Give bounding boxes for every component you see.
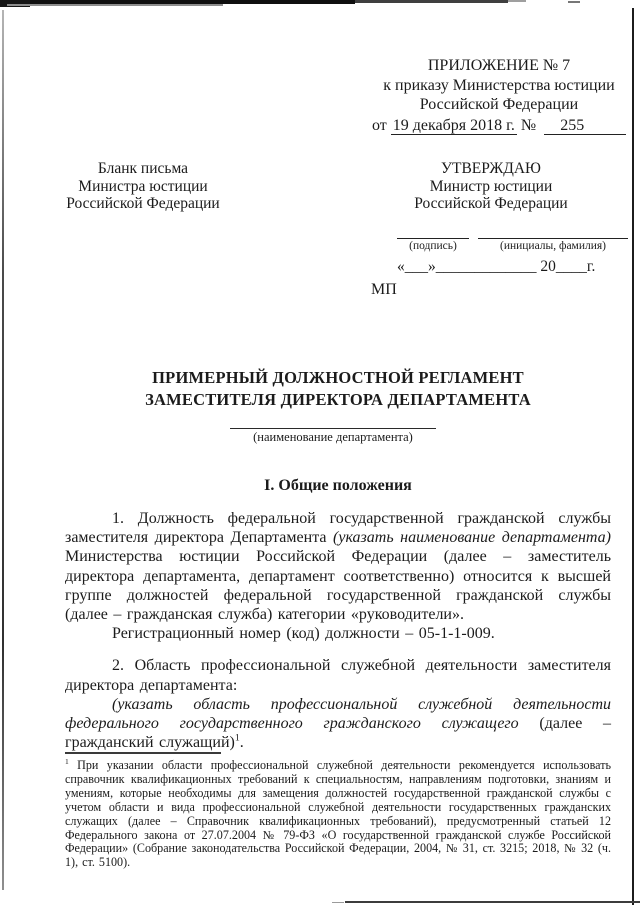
appendix-rf-line: Российской Федерации <box>419 96 579 113</box>
appendix-date-line <box>372 116 626 136</box>
paragraph-1-rest: Министерства юстиции Российской Федерации (далее – заместитель директора департамента, департамент соответственно) относится к высшей группе должностей федеральной государственной гражданской службы (далее – гражданская служба) категории «руководители». <box>65 548 611 624</box>
document-title-line1: ПРИМЕРНЫЙ ДОЛЖНОСТНОЙ РЕГЛАМЕНТ <box>152 368 524 387</box>
letterhead-line: Бланк письма <box>97 160 189 177</box>
date-prefix: от <box>372 116 387 134</box>
section-heading: I. Общие положения <box>264 477 412 494</box>
scan-top-edge-ext <box>355 0 508 3</box>
signature-date-blank: «___»_____________ 20____г. <box>397 258 596 275</box>
paragraph-2: 2. Область профессиональной служебной деятельности заместителя директора департамента: <box>65 657 611 694</box>
paragraph-1-italic: (указать наименование департамента) <box>333 529 611 547</box>
signature-lines <box>397 238 628 253</box>
order-number: 255 <box>544 117 626 135</box>
appendix-title: ПРИЛОЖЕНИЕ № 7 <box>427 57 571 74</box>
number-sign: № <box>520 116 537 134</box>
stamp-placeholder: МП <box>371 281 397 298</box>
footnote-text <box>65 756 611 870</box>
instruction-rest: (далее – гражданский служащий) <box>65 715 612 752</box>
approval-word: УТВЕРЖДАЮ <box>441 160 541 177</box>
department-name-blank: (наименование департамента) <box>230 428 436 444</box>
scan-bottom-line-lead <box>332 902 344 903</box>
letterhead-line: Российской Федерации <box>66 195 220 212</box>
footnote-body: При указании области профессиональной служебной деятельности рекомендуется использовать справочник квалификационных требований к специальностям, направлениям подготовки, знаниям и умениям, которые необходимы для замещения должностей государственной гражданской службы с учетом области и вида профессиональной служебной деятельности государственных гражданских служащих (далее – Справочник квалификационных требований), предусмотренный статьей 12 Федерального закона от 27.07.2004 № 79-ФЗ «О государственной гражданской службе Российской Федерации» (Собрание законодательства Российской Федерации, 2004, № 31, ст. 3215; 2018, № 32 (ч. 1), ст. 5100). <box>65 758 611 870</box>
scan-top-edge-gray <box>7 4 223 6</box>
footnote-block <box>65 752 611 870</box>
order-date: 19 декабря 2018 г. <box>392 116 515 134</box>
signature-field: (подпись) <box>397 238 469 253</box>
appendix-order-line: к приказу Министерства юстиции <box>383 76 615 94</box>
approval-block <box>403 160 579 213</box>
paragraph-2-instruction <box>65 695 611 753</box>
initials-field: (инициалы, фамилия) <box>478 238 628 253</box>
scan-bottom-line <box>345 901 640 903</box>
letterhead-line: Министра юстиции <box>78 177 208 195</box>
document-title <box>65 367 611 411</box>
paragraph-1-text: 1. Должность федеральной государственной гражданской службы заместителя директора Департамента <box>65 510 611 547</box>
appendix-header <box>372 56 626 135</box>
footnote-separator <box>65 752 221 754</box>
instruction-italic: (указать область профессиональной служебной деятельности федерального государственного гражданского служащего <box>65 695 611 733</box>
approval-rf: Российской Федерации <box>414 195 568 212</box>
paragraph-1 <box>65 509 611 624</box>
footnote-marker: 1 <box>65 756 69 766</box>
approval-position: Министр юстиции <box>429 177 553 195</box>
footnote-ref: 1 <box>234 732 240 744</box>
registration-code-line: Регистрационный номер (код) должности – 05-1-1-009. <box>112 625 495 643</box>
scan-top-edge-ext2 <box>508 0 526 2</box>
scan-right-border <box>632 8 634 905</box>
scan-left-border <box>2 10 4 890</box>
instruction-period: . <box>239 734 244 752</box>
letterhead-block <box>63 160 223 213</box>
scan-top-dash <box>568 1 580 3</box>
document-body <box>65 509 611 752</box>
document-title-line2: ЗАМЕСТИТЕЛЯ ДИРЕКТОРА ДЕПАРТАМЕНТА <box>145 390 531 409</box>
